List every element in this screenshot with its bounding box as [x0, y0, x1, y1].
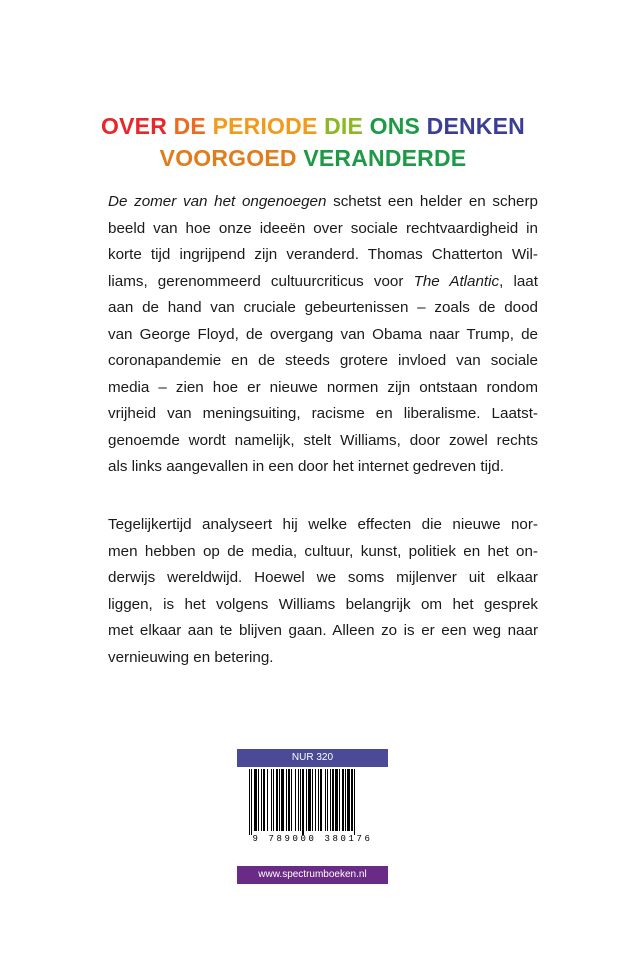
barcode-bar [354, 769, 355, 835]
text-run: aan de hand van cruciale gebeurtenissen – zoals de dood [108, 299, 538, 316]
text-run: beeld van hoe onze ideeën over sociale rechtvaardigheid in [108, 219, 538, 237]
headline-word: VOORGOED [159, 145, 304, 171]
blurb-paragraph-1 [108, 189, 538, 481]
nur-code-label: NUR 320 [237, 749, 388, 767]
barcode-bar [251, 769, 252, 835]
barcode-bar [279, 769, 280, 831]
text-line [108, 512, 538, 539]
text-line [108, 348, 538, 375]
barcode-bar [315, 769, 316, 831]
text-line [108, 269, 538, 296]
barcode-bar [295, 769, 296, 831]
text-run: als links aangevallen in een door het internet gedreven tijd. [108, 458, 504, 475]
text-run: Tegelijkertijd analyseert hij welke effecten die nieuwe nor- [108, 516, 538, 533]
headline-line-2 [0, 142, 626, 174]
barcode-bar [261, 769, 262, 831]
barcode-bar [327, 769, 328, 831]
text-run: , laat [499, 272, 538, 290]
barcode-bar [254, 769, 257, 831]
text-run: genoemde wordt namelijk, stelt Williams, door zowel rechts [108, 431, 538, 449]
barcode-bar [286, 769, 287, 831]
barcode-bar [351, 769, 353, 831]
barcode-bar [276, 769, 278, 831]
headline [0, 110, 626, 174]
barcode-bar [318, 769, 319, 831]
text-line [108, 401, 538, 428]
barcode-bar [325, 769, 326, 831]
barcode-icon [237, 767, 388, 835]
text-line [108, 375, 538, 402]
barcode-bar [302, 769, 304, 835]
text-run: vernieuwing en betering. [108, 648, 274, 666]
barcode-bar [249, 769, 250, 835]
text-run: coronapandemie en de steeds grotere invloed van sociale [108, 352, 538, 369]
barcode-bar [339, 769, 340, 831]
barcode-bar [281, 769, 284, 831]
barcode-bar [288, 769, 290, 831]
barcode-bar [273, 769, 274, 831]
text-run: korte tijd ingrijpend zijn veranderd. Thomas Chatterton Wil- [108, 246, 538, 263]
italic-title: De zomer van het ongenoegen [108, 193, 327, 210]
text-line [108, 242, 538, 269]
text-line [108, 295, 538, 322]
text-line [108, 539, 538, 566]
barcode-bar [258, 769, 259, 831]
barcode-bar [298, 769, 299, 831]
blurb-paragraph-2 [108, 512, 538, 671]
text-run: van George Floyd, de overgang van Obama naar Trump, de [108, 325, 538, 343]
headline-line-1 [0, 110, 626, 142]
barcode-bar [306, 769, 307, 831]
headline-word: ONS [369, 113, 427, 139]
headline-word: VERANDERDE [303, 145, 467, 171]
barcode-bar [320, 769, 322, 831]
text-run: liams, gerenommeerd cultuurcriticus voor [108, 272, 414, 290]
barcode-bar [330, 769, 331, 831]
headline-word: PERIODE [212, 113, 325, 139]
text-line [108, 592, 538, 619]
barcode-bar [332, 769, 334, 831]
text-run: derwijs wereldwijd. Hoewel we soms mijlenver uit elkaar [108, 569, 538, 586]
text-run: schetst een helder en scherp [326, 193, 538, 210]
text-run: liggen, is het volgens Williams belangrijk om het gesprek [108, 595, 538, 613]
barcode-bar [345, 769, 346, 831]
text-line [108, 428, 538, 455]
barcode-bar [300, 769, 301, 831]
headline-word: DIE [324, 113, 370, 139]
text-line [108, 189, 538, 216]
barcode-bar [291, 769, 292, 831]
text-line [108, 322, 538, 349]
text-line [108, 645, 538, 672]
text-line [108, 454, 538, 481]
text-run: vrijheid van meningsuiting, racisme en liberalisme. Laatst- [108, 405, 538, 422]
text-run: met elkaar aan te blijven gaan. Alleen zo is er een weg naar [108, 622, 538, 639]
headline-word: OVER [101, 113, 174, 139]
italic-title: The Atlantic [413, 272, 500, 290]
text-run: media – zien hoe er nieuwe normen zijn ontstaan rondom [108, 378, 538, 396]
text-run: men hebben op de media, cultuur, kunst, politiek en het on- [108, 542, 538, 560]
barcode-bar [271, 769, 272, 831]
barcode-bar [335, 769, 338, 831]
isbn-number: 9 789000 380176 [252, 834, 373, 844]
headline-word: DENKEN [426, 113, 525, 139]
barcode-bar [308, 769, 311, 831]
barcode-bar [347, 769, 350, 831]
headline-word: DE [173, 113, 213, 139]
text-line [108, 216, 538, 243]
barcode-bar [342, 769, 344, 831]
barcode-bar [263, 769, 265, 831]
text-line [108, 565, 538, 592]
barcode-bar [267, 769, 268, 831]
publisher-website: www.spectrumboeken.nl [237, 866, 388, 884]
text-line [108, 618, 538, 645]
isbn-barcode [237, 767, 388, 863]
barcode-bar [312, 769, 313, 831]
